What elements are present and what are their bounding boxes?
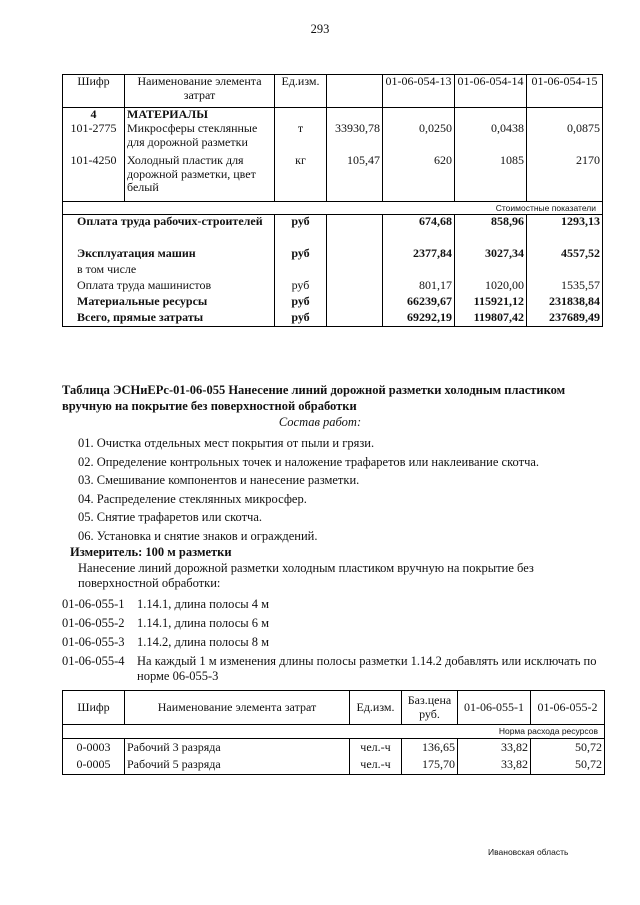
summary-row <box>63 215 603 247</box>
list-item: 05. Снятие трафаретов или скотча. <box>78 510 263 525</box>
header-price <box>327 75 383 108</box>
code-text: 1.14.1, длина полосы 4 м <box>137 597 270 611</box>
cell-unit: т <box>275 122 327 154</box>
list-item: 06. Установка и снятие знаков и ограждений. <box>78 528 318 543</box>
header-name: Наименование элемента затрат <box>125 691 350 725</box>
cell-name: Рабочий 5 разряда <box>125 757 350 775</box>
list-item <box>62 597 607 616</box>
cell-price: 105,47 <box>327 154 383 202</box>
summary-row <box>63 263 603 279</box>
table-header-row <box>63 691 605 725</box>
summary-value-3: 237689,49 <box>527 311 603 327</box>
header-price: Баз.цена руб. <box>402 691 458 725</box>
code-text: 1.14.2, длина полосы 8 м <box>137 635 270 649</box>
norm-label: Норма расхода ресурсов <box>63 725 605 739</box>
cell-unit: чел.-ч <box>350 739 402 757</box>
region-footer: Ивановская область <box>488 847 569 857</box>
cell-value-3: 2170 <box>527 154 603 202</box>
cost-indicators-row <box>63 202 603 215</box>
code-text: 1.14.1, длина полосы 6 м <box>137 616 270 630</box>
summary-unit: руб <box>275 279 327 295</box>
summary-value-3: 1535,57 <box>527 279 603 295</box>
cell-name: Микросферы стеклянные для дорожной разметки <box>125 122 275 154</box>
cell-unit: чел.-ч <box>350 757 402 775</box>
summary-value-2: 119807,42 <box>455 311 527 327</box>
header-norm-2: 01-06-055-2 <box>531 691 605 725</box>
summary-name: Материальные ресурсы <box>63 295 275 311</box>
header-norm-2: 01-06-054-14 <box>455 75 527 108</box>
summary-value-1: 69292,19 <box>383 311 455 327</box>
header-unit: Ед.изм. <box>275 75 327 108</box>
table-row <box>63 108 603 122</box>
cell-value-2: 50,72 <box>531 757 605 775</box>
summary-value-3: 4557,52 <box>527 247 603 263</box>
summary-name: в том числе <box>63 263 275 279</box>
code-text: На каждый 1 м изменения длины полосы разметки 1.14.2 добавлять или исключать по норме 06-055-3 <box>137 654 597 683</box>
list-item: 04. Распределение стеклянных микросфер. <box>78 491 307 506</box>
cell-value-2: 1085 <box>455 154 527 202</box>
summary-value-1: 66239,67 <box>383 295 455 311</box>
table-header-row <box>63 75 603 108</box>
code: 01-06-055-1 <box>62 597 125 611</box>
cell-value-2: 0,0438 <box>455 122 527 154</box>
header-code: Шифр <box>63 75 125 108</box>
codes-list <box>62 597 607 684</box>
works-list <box>78 434 618 546</box>
code: 01-06-055-4 <box>62 654 125 668</box>
cell-price: 33930,78 <box>327 122 383 154</box>
list-item <box>62 616 607 635</box>
summary-unit: руб <box>275 295 327 311</box>
cell-unit: кг <box>275 154 327 202</box>
code: 01-06-055-3 <box>62 635 125 649</box>
cell-code: 101-2775 <box>63 122 125 154</box>
cost-indicators-label: Стоимостные показатели <box>63 202 603 215</box>
summary-value-2: 858,96 <box>455 215 527 247</box>
summary-unit: руб <box>275 215 327 247</box>
header-name: Наименование элемента затрат <box>125 75 275 108</box>
measurement-unit: Измеритель: 100 м разметки <box>70 545 232 559</box>
list-item <box>62 654 607 684</box>
cell-name: Рабочий 3 разряда <box>125 739 350 757</box>
page-number: 293 <box>310 22 330 36</box>
table-row <box>63 154 603 202</box>
header-norm-3: 01-06-054-15 <box>527 75 603 108</box>
cell-name: МАТЕРИАЛЫ <box>125 108 275 122</box>
cell-code: 101-4250 <box>63 154 125 202</box>
summary-row <box>63 247 603 263</box>
summary-name: Эксплуатация машин <box>63 247 275 263</box>
cell-name: Холодный пластик для дорожной разметки, цвет белый <box>125 154 275 202</box>
summary-unit: руб <box>275 247 327 263</box>
summary-value-1: 801,17 <box>383 279 455 295</box>
cell-value-2: 50,72 <box>531 739 605 757</box>
summary-value-3: 231838,84 <box>527 295 603 311</box>
table-row <box>63 122 603 154</box>
summary-value-1: 674,68 <box>383 215 455 247</box>
cell-price: 136,65 <box>402 739 458 757</box>
summary-name: Оплата труда рабочих-строителей <box>63 215 275 247</box>
header-unit: Ед.изм. <box>350 691 402 725</box>
summary-value-1: 2377,84 <box>383 247 455 263</box>
composition-label: Состав работ: <box>278 415 362 429</box>
table-row <box>63 757 605 775</box>
norm-label-row <box>63 725 605 739</box>
resource-table-054 <box>62 74 603 327</box>
header-norm-1: 01-06-055-1 <box>458 691 531 725</box>
cell-value-3: 0,0875 <box>527 122 603 154</box>
summary-value-2: 115921,12 <box>455 295 527 311</box>
cell-value-1: 33,82 <box>458 757 531 775</box>
cell-code: 0-0003 <box>63 739 125 757</box>
cell-value-1: 620 <box>383 154 455 202</box>
summary-value-3: 1293,13 <box>527 215 603 247</box>
list-item: 03. Смешивание компонентов и нанесение разметки. <box>78 473 360 488</box>
summary-name: Оплата труда машинистов <box>63 279 275 295</box>
list-item <box>62 635 607 654</box>
table-row <box>63 739 605 757</box>
code: 01-06-055-2 <box>62 616 125 630</box>
resource-table-055 <box>62 690 605 775</box>
summary-unit: руб <box>275 311 327 327</box>
list-item: 02. Определение контрольных точек и наложение трафаретов или наклеивание скотча. <box>78 454 540 469</box>
description: Нанесение линий дорожной разметки холодным пластиком вручную на покрытие без поверхностной обработки: <box>78 561 534 590</box>
header-norm-1: 01-06-054-13 <box>383 75 455 108</box>
cell-value-1: 33,82 <box>458 739 531 757</box>
summary-value-2: 1020,00 <box>455 279 527 295</box>
header-code: Шифр <box>63 691 125 725</box>
summary-value-2: 3027,34 <box>455 247 527 263</box>
section-title: Таблица ЭСНиЕРс-01-06-055 Нанесение линий дорожной разметки холодным пластиком вручную на покрытие без поверхностной обработки <box>62 383 566 413</box>
cell-price: 175,70 <box>402 757 458 775</box>
summary-row <box>63 295 603 311</box>
summary-row <box>63 279 603 295</box>
cell-code: 0-0005 <box>63 757 125 775</box>
cell-value-1: 0,0250 <box>383 122 455 154</box>
list-item: 01. Очистка отдельных мест покрытия от пыли и грязи. <box>78 436 375 450</box>
cell-code: 4 <box>63 108 125 122</box>
summary-name: Всего, прямые затраты <box>63 311 275 327</box>
summary-row <box>63 311 603 327</box>
